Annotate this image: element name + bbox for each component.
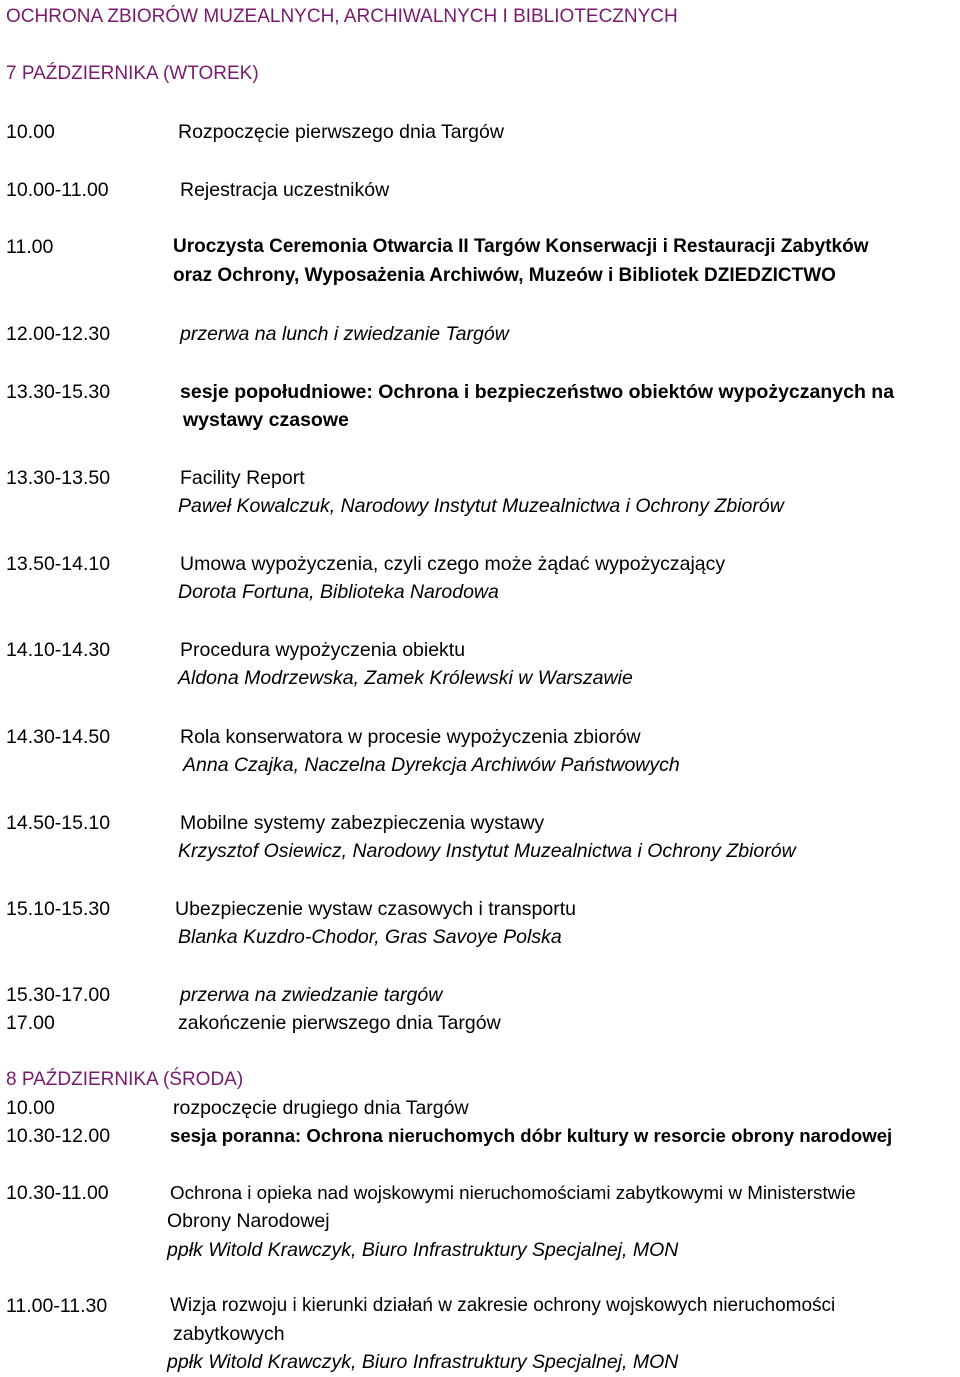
entry-time: 13.30-15.30 xyxy=(6,381,111,403)
entry-time: 10.00-11.00 xyxy=(6,179,109,201)
talk-title: Rola konserwatora w procesie wypożyczenia zbiorów xyxy=(180,726,641,748)
entry-time: 17.00 xyxy=(6,1012,55,1034)
document-title: OCHRONA ZBIORÓW MUZEALNYCH, ARCHIWALNYCH I BIBLIOTECZNYCH xyxy=(6,6,678,27)
entry-break: przerwa na lunch i zwiedzanie Targów xyxy=(180,323,509,345)
entry-time: 13.30-13.50 xyxy=(6,467,111,489)
talk-speaker: Anna Czajka, Naczelna Dyrekcja Archiwów Państwowych xyxy=(183,754,680,776)
day-heading-2: 8 PAŹDZIERNIKA (ŚRODA) xyxy=(6,1069,244,1090)
session-title-cont: wystawy czasowe xyxy=(183,409,349,431)
entry-time: 15.30-17.00 xyxy=(6,984,111,1006)
entry-time: 14.30-14.50 xyxy=(6,726,111,748)
entry-break: przerwa na zwiedzanie targów xyxy=(180,984,443,1006)
day-heading-1: 7 PAŹDZIERNIKA (WTOREK) xyxy=(6,63,259,84)
talk-speaker: Aldona Modrzewska, Zamek Królewski w Warszawie xyxy=(178,667,633,689)
entry-title-cont: oraz Ochrony, Wyposażenia Archiwów, Muzeów i Bibliotek DZIEDZICTWO xyxy=(173,265,836,286)
talk-title: Umowa wypożyczenia, czyli czego może żądać wypożyczający xyxy=(180,553,726,575)
talk-speaker: Krzysztof Osiewicz, Narodowy Instytut Muzealnictwa i Ochrony Zbiorów xyxy=(178,840,796,862)
entry-time: 10.30-11.00 xyxy=(6,1182,109,1204)
entry-title: Rozpoczęcie pierwszego dnia Targów xyxy=(178,121,504,143)
talk-speaker: Dorota Fortuna, Biblioteka Narodowa xyxy=(178,581,499,603)
entry-title: rozpoczęcie drugiego dnia Targów xyxy=(173,1097,469,1119)
talk-title: Ubezpieczenie wystaw czasowych i transportu xyxy=(175,898,577,920)
entry-time: 14.50-15.10 xyxy=(6,812,111,834)
talk-speaker: Blanka Kuzdro-Chodor, Gras Savoye Polska xyxy=(178,926,562,948)
talk-title: Procedura wypożyczenia obiektu xyxy=(180,639,466,661)
entry-time: 11.00-11.30 xyxy=(6,1295,108,1317)
entry-time: 10.00 xyxy=(6,121,55,143)
entry-time: 14.10-14.30 xyxy=(6,639,111,661)
session-title: sesje popołudniowe: Ochrona i bezpieczeństwo obiektów wypożyczanych na xyxy=(180,381,895,403)
talk-title: Mobilne systemy zabezpieczenia wystawy xyxy=(180,812,545,834)
entry-time: 12.00-12.30 xyxy=(6,323,111,345)
talk-title: Wizja rozwoju i kierunki działań w zakresie ochrony wojskowych nieruchomości xyxy=(170,1295,836,1316)
entry-time: 11.00 xyxy=(6,236,54,258)
talk-speaker: Paweł Kowalczuk, Narodowy Instytut Muzealnictwa i Ochrony Zbiorów xyxy=(178,495,784,517)
entry-time: 10.00 xyxy=(6,1097,55,1119)
talk-title: Ochrona i opieka nad wojskowymi nieruchomościami zabytkowymi w Ministerstwie xyxy=(170,1182,856,1203)
entry-time: 10.30-12.00 xyxy=(6,1125,111,1147)
talk-speaker: ppłk Witold Krawczyk, Biuro Infrastruktury Specjalnej, MON xyxy=(167,1239,679,1261)
entry-title: zakończenie pierwszego dnia Targów xyxy=(178,1012,501,1034)
entry-title: Uroczysta Ceremonia Otwarcia II Targów Konserwacji i Restauracji Zabytków xyxy=(173,236,869,257)
talk-title-cont: Obrony Narodowej xyxy=(167,1210,330,1232)
session-title: sesja poranna: Ochrona nieruchomych dóbr kultury w resorcie obrony narodowej xyxy=(170,1125,893,1146)
entry-time: 13.50-14.10 xyxy=(6,553,111,575)
entry-time: 15.10-15.30 xyxy=(6,898,111,920)
entry-title: Rejestracja uczestników xyxy=(180,179,390,201)
talk-title: Facility Report xyxy=(180,467,305,489)
talk-speaker: ppłk Witold Krawczyk, Biuro Infrastruktury Specjalnej, MON xyxy=(167,1351,679,1373)
talk-title-cont: zabytkowych xyxy=(173,1323,285,1345)
